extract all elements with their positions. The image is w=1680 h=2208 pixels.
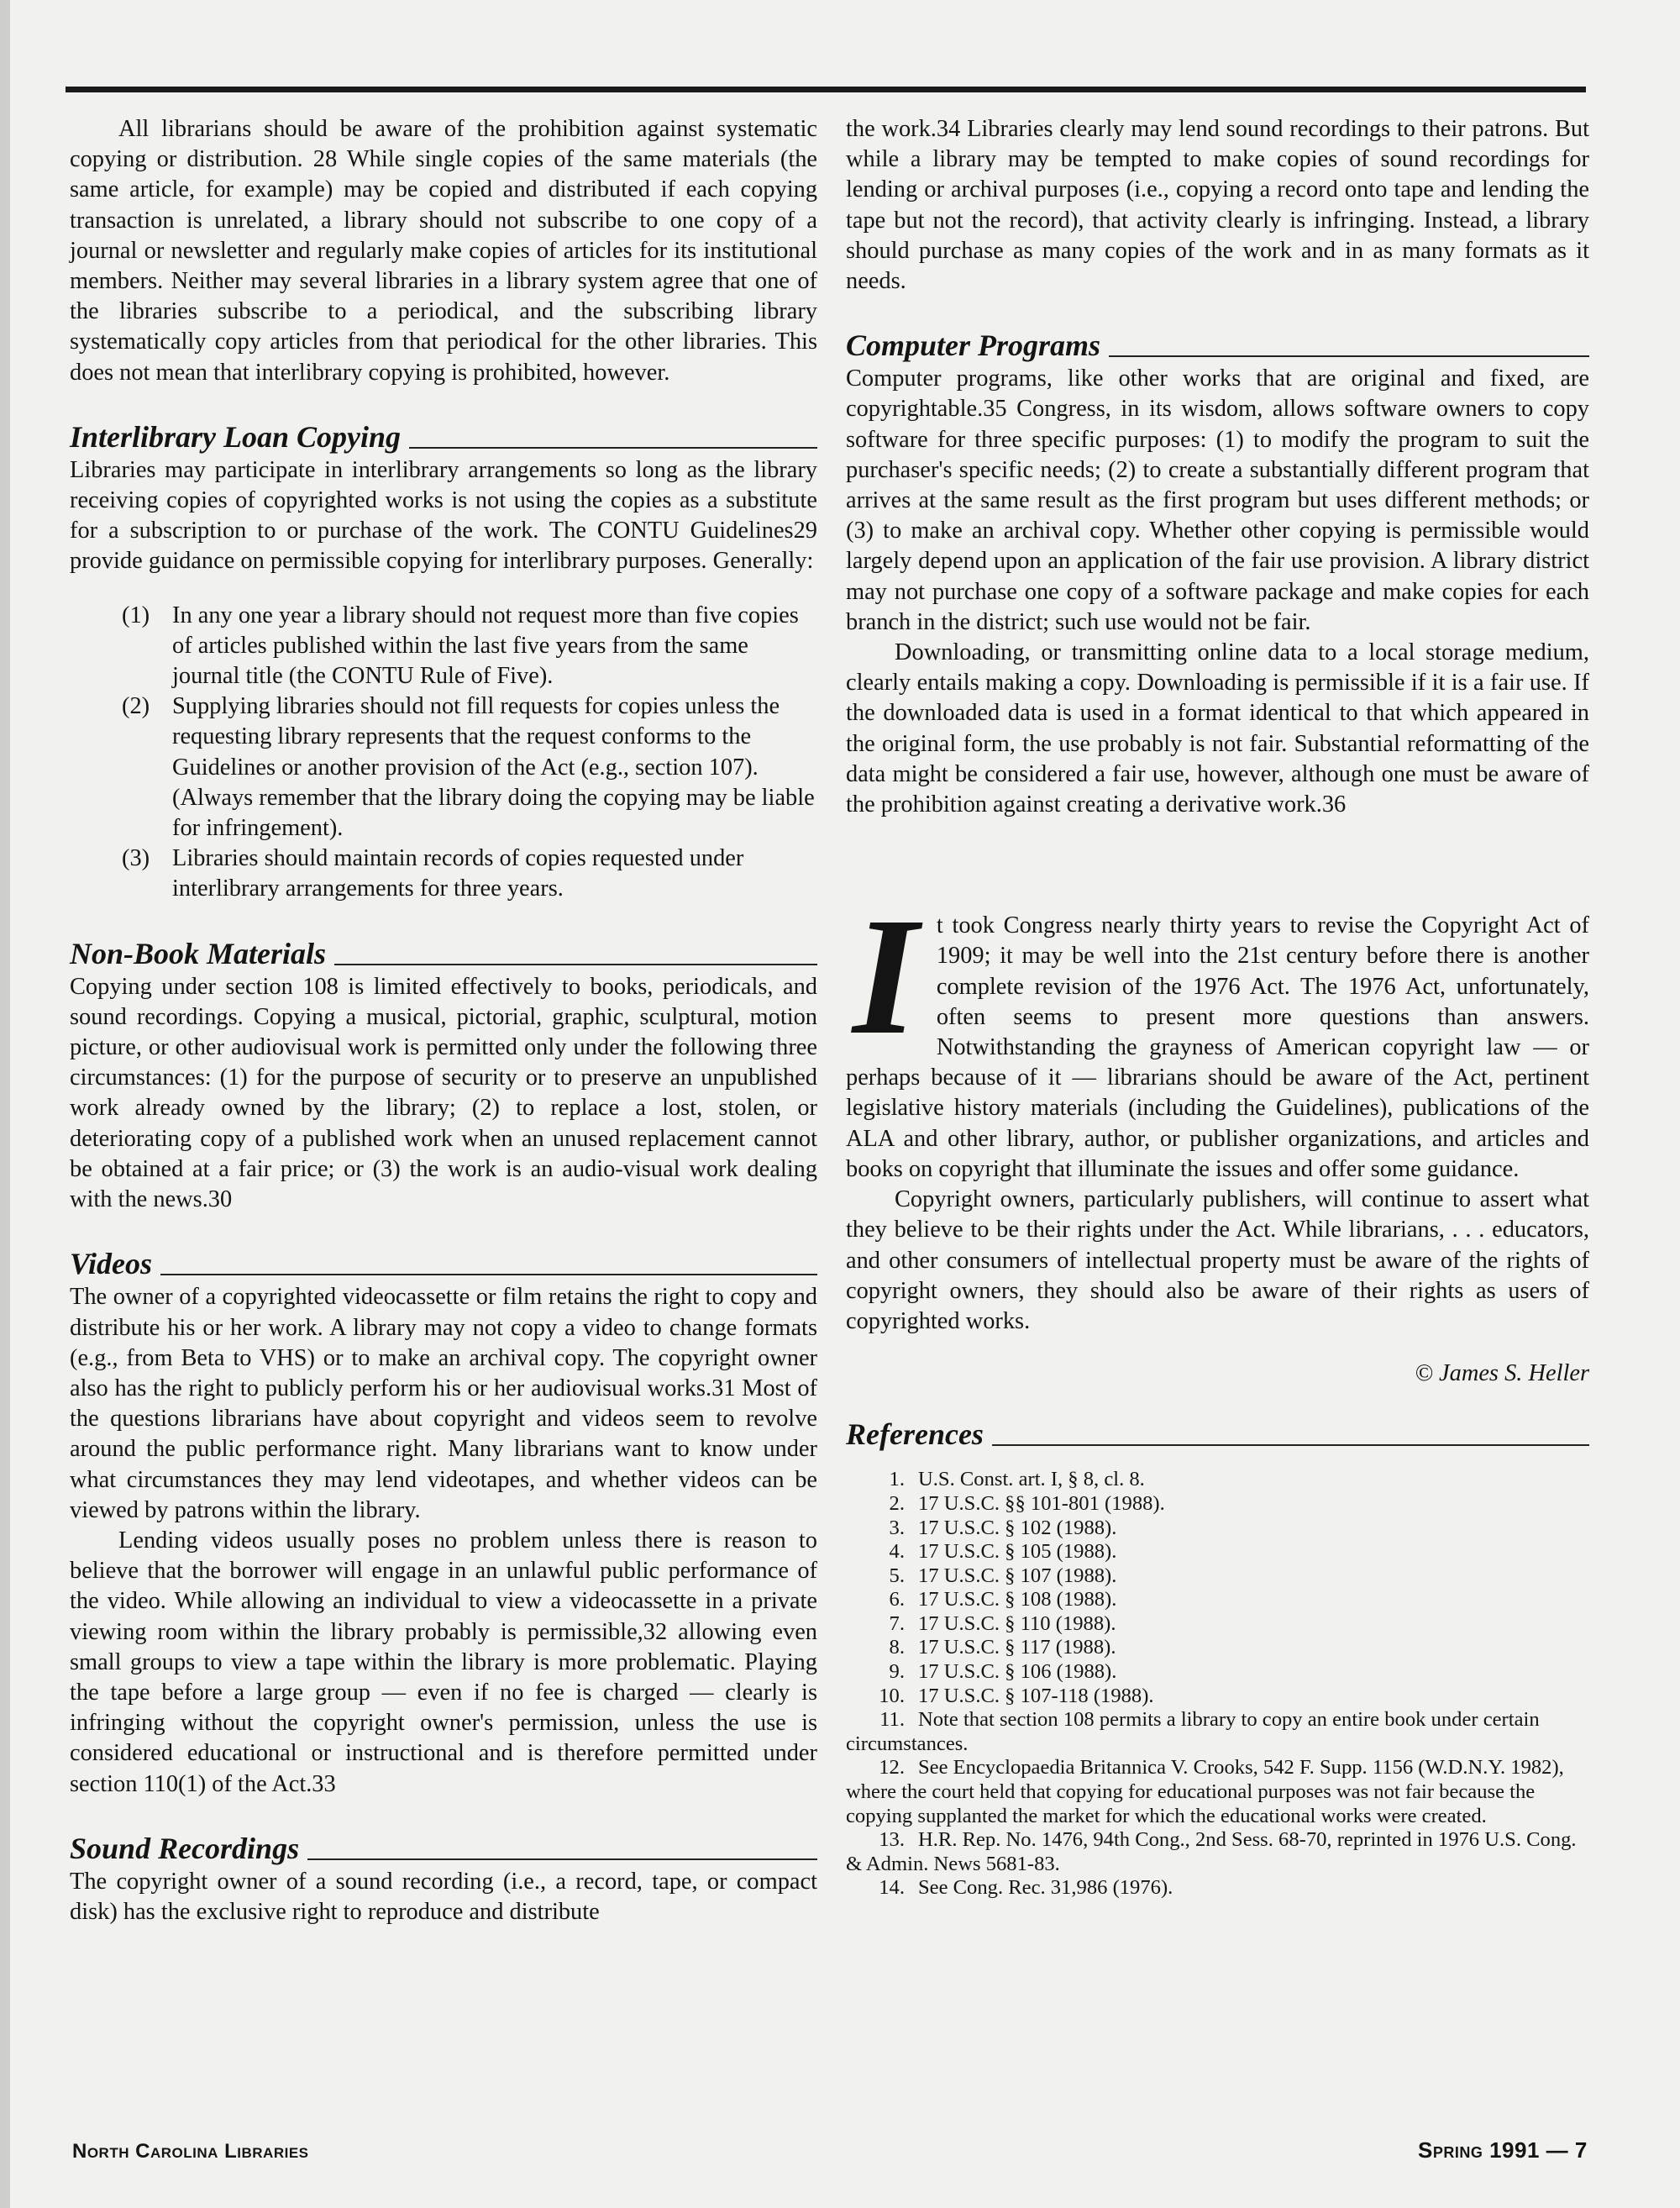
section-heading-references [846, 1417, 1589, 1451]
reference-number: 1. [889, 1468, 905, 1491]
reference-text: 17 U.S.C. § 117 (1988). [918, 1636, 1116, 1659]
page-edge [0, 0, 10, 2208]
reference-text: 17 U.S.C. § 107 (1988). [918, 1564, 1117, 1587]
heading-rule [409, 447, 817, 449]
heading-text: Videos [70, 1247, 153, 1281]
reference-text: U.S. Const. art. I, § 8, cl. 8. [918, 1468, 1145, 1491]
heading-text: Non-Book Materials [70, 936, 327, 970]
reference-item [846, 1876, 1589, 1900]
conclusion-paragraph-1 [846, 884, 1589, 1185]
heading-rule [1109, 355, 1589, 357]
footer-publication: North Carolina Libraries [72, 2140, 309, 2163]
reference-text: 17 U.S.C. § 106 (1988). [918, 1660, 1117, 1684]
conclusion-text: t took Congress nearly thirty years to revise the Copyright Act of 1909; it may be well into the 21st century before there is another complete revision of the 1976 Act. The 1976 Act, unfortunately, often seems to present more questions than answers. Notwithstanding the grayness of American copyright law — or perhaps because of it — librarians should be aware of the Act, pertinent legislative history materials (including the Guidelines), publications of the ALA and other library, author, or publisher organizations, and articles and books on copyright that illuminate the issues and offer some guidance. [846, 912, 1589, 1182]
references-list [846, 1468, 1589, 1900]
interlibrary-paragraph: Libraries may participate in interlibrary arrangements so long as the library receiving copies of copyrighted works is not using the copies as a substitute for a subscription to or purchase of the work. The CONTU Guidelines29 provide guidance on permissible copying for interlibrary purposes. Generally: [70, 456, 817, 575]
conclusion-paragraph-2: Copyright owners, particularly publishers, will continue to assert what they believe to be their rights under the Act. While librarians, . . . educators, and other consumers of intellectual property must be aware of the rights of copyright owners, they should also be aware of their rights as users of copyrighted works. [846, 1186, 1589, 1334]
reference-item [846, 1660, 1589, 1685]
reference-item [846, 1517, 1589, 1541]
reference-text: 17 U.S.C. § 102 (1988). [918, 1516, 1117, 1539]
reference-number: 8. [889, 1636, 905, 1659]
reference-number: 7. [889, 1611, 905, 1635]
reference-text: 17 U.S.C. § 108 (1988). [918, 1588, 1117, 1611]
section-heading-videos [70, 1247, 817, 1280]
list-item [70, 844, 817, 904]
reference-text: See Cong. Rec. 31,986 (1976). [918, 1876, 1173, 1900]
list-item-text: Libraries should maintain records of copies requested under interlibrary arrangements for three years. [172, 845, 744, 902]
reference-item [846, 1756, 1589, 1828]
list-item-number: (1) [122, 602, 150, 628]
reference-item [846, 1492, 1589, 1517]
section-heading-nonbook [70, 937, 817, 970]
right-column [846, 114, 1589, 1900]
reference-number: 9. [889, 1660, 905, 1684]
computer-paragraph-2: Downloading, or transmitting online data to a local storage medium, clearly entails making a copy. Downloading is permissible if it is a fair use. If the downloaded data is used in a format identical to that which appeared in the original form, the use probably is not fair. Substantial reformatting of the data might be considered a fair use, however, although one must be aware of the prohibition against creating a derivative work.36 [846, 639, 1589, 818]
reference-text: 17 U.S.C. § 110 (1988). [918, 1611, 1116, 1635]
list-item-number: (3) [122, 845, 150, 872]
section-heading-computer [846, 329, 1589, 362]
nonbook-paragraph: Copying under section 108 is limited effectively to books, periodicals, and sound recordings. Copying a musical, pictorial, graphic, sculptural, motion picture, or other audiovisual work is permitted only under the following three circumstances: (1) for the purpose of security or to preserve an unpublished work already owned by the library; (2) to replace a lost, stolen, or deteriorating copy of a published work when an unused replacement cannot be obtained at a fair price; or (3) the work is an audio-visual work dealing with the news.30 [70, 973, 817, 1213]
heading-rule [334, 964, 817, 965]
section-heading-interlibrary [70, 420, 817, 454]
heading-rule [992, 1444, 1589, 1446]
reference-number: 4. [889, 1540, 905, 1564]
section-heading-sound [70, 1832, 817, 1865]
reference-number: 3. [889, 1516, 905, 1539]
reference-number: 13. [879, 1828, 905, 1852]
sound-continued-paragraph: the work.34 Libraries clearly may lend sound recordings to their patrons. But while a library may be tempted to make copies of sound recordings for lending or archival purposes (i.e., copying a record onto tape and lending the tape but not the record), that activity clearly is infringing. Instead, a library should purchase as many copies of the work and in as many formats as it needs. [846, 116, 1589, 295]
heading-text: References [846, 1417, 984, 1452]
top-rule [66, 87, 1586, 92]
heading-text: Sound Recordings [70, 1831, 300, 1865]
heading-text: Computer Programs [846, 329, 1101, 363]
intro-paragraph: All librarians should be aware of the prohibition against systematic copying or distribution. 28 While single copies of the same materials (the same article, for example) may be copied and distributed if each copying transaction is unrelated, a library should not subscribe to one copy of a journal or newsletter and regularly make copies of articles for its institutional members. Neither may several libraries in a library system agree that one of the libraries subscribe to a periodical, and the subscribing library systematically copy articles from that periodical for the other libraries. This does not mean that interlibrary copying is prohibited, however. [70, 116, 817, 386]
videos-paragraph-2: Lending videos usually poses no problem unless there is reason to believe that the borrower will engage in an unlawful public performance of the video. While allowing an individual to view a videocassette in a private viewing room within the library probably is permissible,32 allowing even small groups to view a tape within the library is more problematic. Playing the tape before a large group — even if no fee is charged — clearly is infringing without the copyright owner's permission, unless the use is considered educational or instructional and is therefore permitted under section 110(1) of the Act.33 [70, 1527, 817, 1797]
reference-number: 11. [879, 1708, 905, 1732]
reference-item [846, 1540, 1589, 1564]
heading-rule [307, 1858, 817, 1860]
reference-number: 12. [879, 1756, 905, 1780]
list-item [70, 691, 817, 844]
drop-cap: I [853, 884, 918, 1070]
reference-text: 17 U.S.C. § 107-118 (1988). [918, 1684, 1154, 1707]
list-item-text: In any one year a library should not request more than five copies of articles published within the last five years from the same journal title (the CONTU Rule of Five). [172, 602, 799, 690]
reference-item [846, 1636, 1589, 1660]
sound-paragraph: The copyright owner of a sound recording (i.e., a record, tape, or compact disk) has the exclusive right to reproduce and distribute [70, 1868, 817, 1925]
reference-text: See Encyclopaedia Britannica V. Crooks, 542 F. Supp. 1156 (W.D.N.Y. 1982), where the court held that copying for educational purposes was not fair because the copying supplanted the market for which the educational works were created. [846, 1756, 1564, 1827]
reference-text: H.R. Rep. No. 1476, 94th Cong., 2nd Sess. 68-70, reprinted in 1976 U.S. Cong. & Admin. News 5681-83. [846, 1828, 1577, 1875]
reference-number: 14. [879, 1876, 905, 1900]
author-signature: © James S. Heller [1415, 1360, 1589, 1387]
heading-text: Interlibrary Loan Copying [70, 419, 402, 454]
left-column [70, 114, 817, 1927]
list-item [70, 601, 817, 692]
reference-item [846, 1588, 1589, 1612]
reference-item [846, 1828, 1589, 1876]
interlibrary-list [70, 601, 817, 905]
reference-number: 5. [889, 1564, 905, 1587]
reference-text: 17 U.S.C. § 105 (1988). [918, 1540, 1117, 1564]
reference-item [846, 1564, 1589, 1589]
videos-paragraph-1: The owner of a copyrighted videocassette or film retains the right to copy and distribute his or her work. A library may not copy a video to change formats (e.g., from Beta to VHS) or to make an archival copy. The copyright owner also has the right to publicly perform his or her audiovisual works.31 Most of the questions librarians have about copyright and videos seem to revolve around the public performance right. Many librarians want to know under what circumstances they may lend videotapes, and whether videos can be viewed by patrons within the library. [70, 1284, 817, 1523]
reference-item [846, 1468, 1589, 1492]
reference-text: Note that section 108 permits a library to copy an entire book under certain circumstances. [846, 1708, 1540, 1755]
reference-number: 6. [889, 1588, 905, 1611]
reference-number: 10. [879, 1684, 905, 1707]
footer-page-number: Spring 1991 — 7 [1418, 2137, 1588, 2163]
reference-item [846, 1612, 1589, 1637]
list-item-number: (2) [122, 693, 150, 720]
reference-number: 2. [889, 1491, 905, 1515]
reference-item [846, 1708, 1589, 1756]
reference-text: 17 U.S.C. §§ 101-801 (1988). [918, 1491, 1165, 1515]
list-item-text: Supplying libraries should not fill requests for copies unless the requesting library represents that the request conforms to the Guidelines or another provision of the Act (e.g., section 107). (Always remember that the library doing the copying may be liable for infringement). [172, 693, 815, 842]
computer-paragraph-1: Computer programs, like other works that are original and fixed, are copyrightable.35 Congress, in its wisdom, allows software owners to copy software for three specific purposes: (1) to modify the program to suit the purchaser's specific needs; (2) to create a substantially different program that arrives at the same result as the first program but uses different methods; or (3) to make an archival copy. Whether other copying is permissible would largely depend upon an application of the fair use provision. A library district may not purchase one copy of a software package and make copies for each branch in the district; such use would not be fair. [846, 365, 1589, 635]
reference-item [846, 1685, 1589, 1709]
heading-rule [160, 1274, 817, 1275]
